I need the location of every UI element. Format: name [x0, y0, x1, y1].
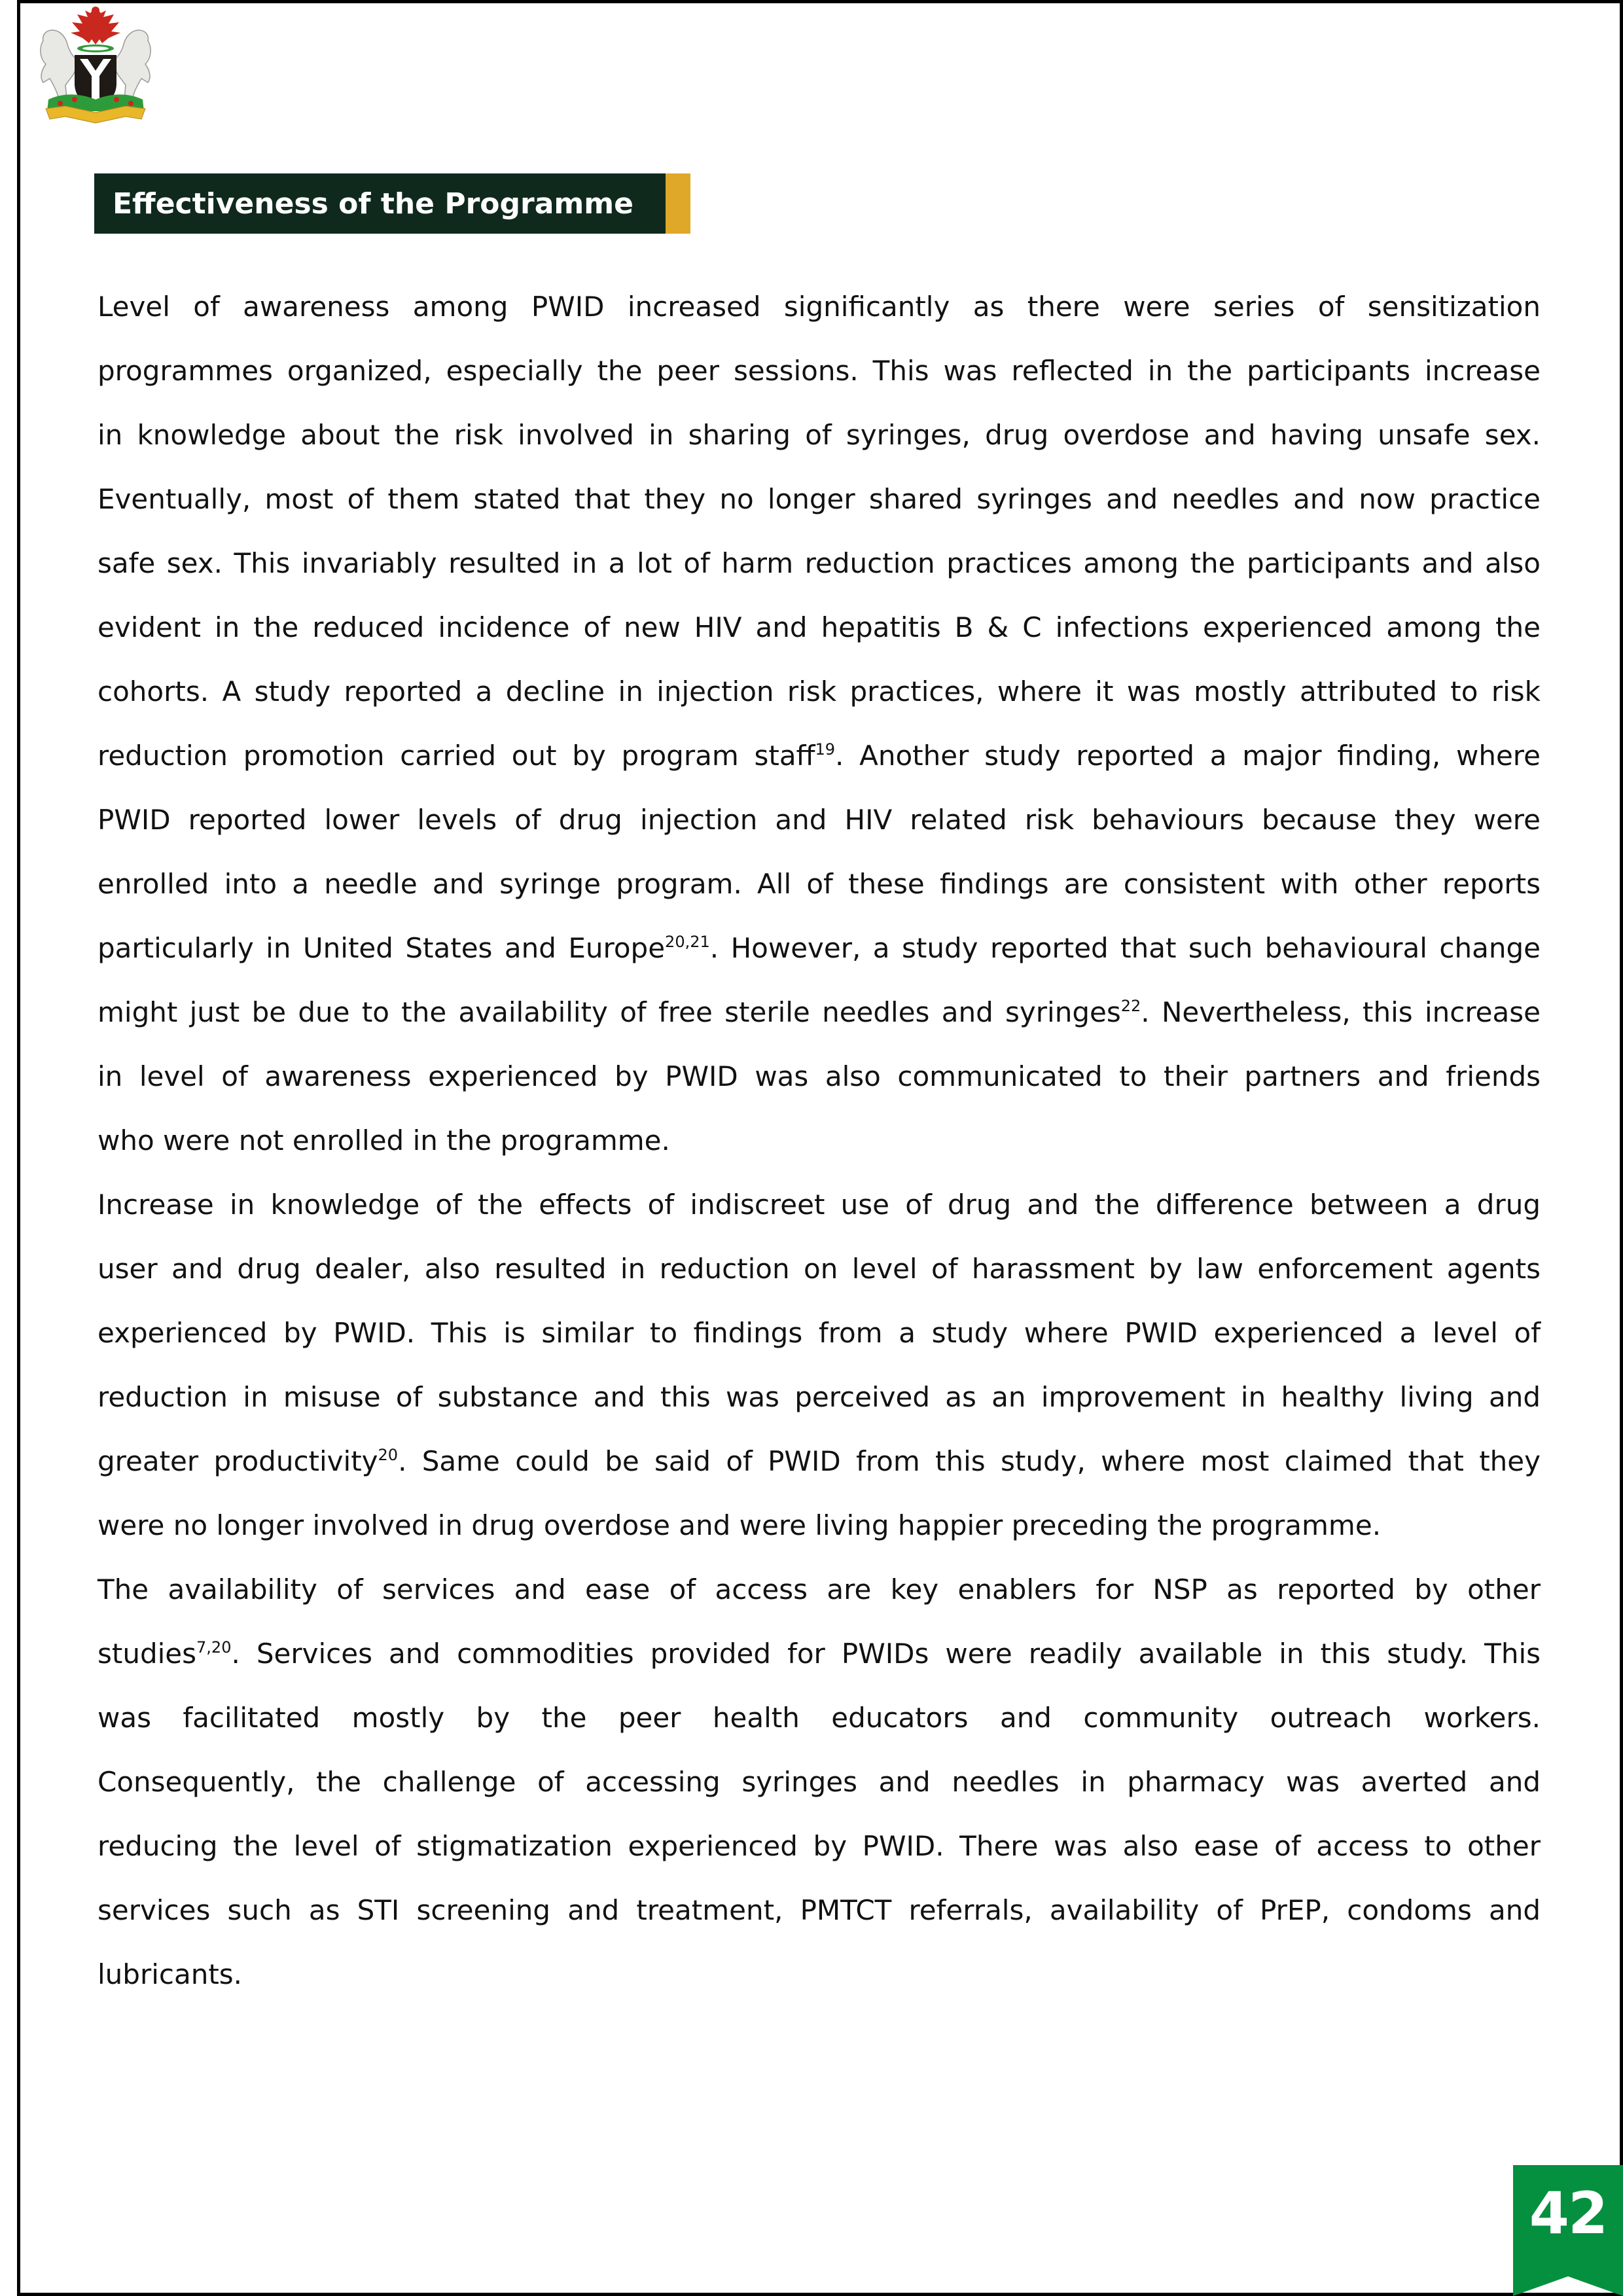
line-text: greater productivity [98, 1445, 378, 1477]
line-text: PWID reported lower levels of drug injection and HIV related risk behaviours because they were [98, 804, 1541, 836]
page-number: 42 [1529, 2179, 1607, 2247]
text-line [98, 788, 1541, 852]
line-text: who were not enrolled in the programme. [98, 1124, 670, 1157]
section-heading [94, 173, 666, 234]
text-line [98, 1494, 1541, 1558]
line-text: reducing the level of stigmatization experienced by PWID. There was also ease of access to other [98, 1830, 1541, 1862]
line-text: safe sex. This invariably resulted in a lot of harm reduction practices among the participants and also [98, 547, 1541, 579]
line-text: might just be due to the availability of free sterile needles and syringes [98, 996, 1121, 1028]
text-line [98, 980, 1541, 1045]
line-text: lubricants. [98, 1958, 243, 1990]
line-text: reduction in misuse of substance and this was perceived as an improvement in healthy living and [98, 1381, 1541, 1413]
line-text: in level of awareness experienced by PWID was also communicated to their partners and friends [98, 1060, 1541, 1092]
line-text-continued: . Nevertheless, this increase [1141, 996, 1541, 1028]
text-line [98, 467, 1541, 531]
citation-superscript: 20,21 [665, 933, 710, 951]
text-line [98, 1558, 1541, 1622]
line-text: programmes organized, especially the peer sessions. This was reflected in the participants increase [98, 355, 1541, 387]
line-text: Increase in knowledge of the effects of indiscreet use of drug and the difference between a drug [98, 1189, 1541, 1221]
line-text: were no longer involved in drug overdose and were living happier preceding the programme. [98, 1509, 1382, 1541]
line-text: evident in the reduced incidence of new HIV and hepatitis B & C infections experienced among the [98, 611, 1541, 643]
text-line [98, 852, 1541, 916]
text-line [98, 1173, 1541, 1237]
horse-left-icon [41, 30, 79, 99]
body-text [98, 275, 1541, 2007]
text-line [98, 916, 1541, 980]
text-line [98, 531, 1541, 596]
text-line [98, 596, 1541, 660]
line-text: particularly in United States and Europe [98, 932, 666, 964]
line-text-continued: . Services and commodities provided for PWIDs were readily available in this study. This [231, 1638, 1541, 1670]
text-line [98, 1878, 1541, 1943]
text-line [98, 275, 1541, 339]
text-line [98, 724, 1541, 788]
line-text: experienced by PWID. This is similar to findings from a study where PWID experienced a level of [98, 1317, 1541, 1349]
line-text-continued: . However, a study reported that such behavioural change [709, 932, 1541, 964]
paragraph [98, 1173, 1541, 1558]
line-text: in knowledge about the risk involved in sharing of syringes, drug overdose and having unsafe sex. [98, 419, 1541, 451]
line-text: cohorts. A study reported a decline in injection risk practices, where it was mostly attributed to risk [98, 675, 1541, 708]
section-title: Effectiveness of the Programme [113, 187, 633, 221]
line-text: studies [98, 1638, 197, 1670]
text-line [98, 660, 1541, 724]
line-text: Level of awareness among PWID increased significantly as there were series of sensitization [98, 291, 1541, 323]
text-line [98, 1750, 1541, 1814]
coat-of-arms-logo [20, 1, 171, 130]
line-text-continued: . Another study reported a major finding, where [835, 740, 1541, 772]
text-line [98, 1045, 1541, 1109]
line-text-continued: . Same could be said of PWID from this study, where most claimed that they [398, 1445, 1541, 1477]
line-text: user and drug dealer, also resulted in reduction on level of harassment by law enforcement agents [98, 1253, 1541, 1285]
text-line [98, 1301, 1541, 1365]
paragraph [98, 1558, 1541, 2007]
line-text: The availability of services and ease of access are key enablers for NSP as reported by other [98, 1573, 1541, 1605]
text-line [98, 339, 1541, 403]
line-text: reduction promotion carried out by program staff [98, 740, 815, 772]
text-line [98, 1109, 1541, 1173]
text-line [98, 1365, 1541, 1429]
citation-superscript: 20 [378, 1446, 399, 1464]
line-text: services such as STI screening and treatment, PMTCT referrals, availability of PrEP, condoms and [98, 1894, 1541, 1926]
heading-accent-bar [666, 173, 690, 234]
eagle-icon [71, 7, 120, 45]
text-line [98, 1622, 1541, 1686]
text-line [98, 1943, 1541, 2007]
line-text: was facilitated mostly by the peer health educators and community outreach workers. [98, 1702, 1541, 1734]
citation-superscript: 22 [1120, 997, 1141, 1015]
horse-right-icon [113, 30, 151, 99]
citation-superscript: 7,20 [196, 1638, 232, 1657]
text-line [98, 1686, 1541, 1750]
text-line [98, 1429, 1541, 1494]
line-text: Consequently, the challenge of accessing syringes and needles in pharmacy was averted and [98, 1766, 1541, 1798]
line-text: Eventually, most of them stated that they no longer shared syringes and needles and now practice [98, 483, 1541, 515]
text-line [98, 1814, 1541, 1878]
line-text: enrolled into a needle and syringe program. All of these findings are consistent with other reports [98, 868, 1541, 900]
text-line [98, 403, 1541, 467]
citation-superscript: 19 [815, 740, 836, 759]
paragraph [98, 275, 1541, 1173]
text-line [98, 1237, 1541, 1301]
